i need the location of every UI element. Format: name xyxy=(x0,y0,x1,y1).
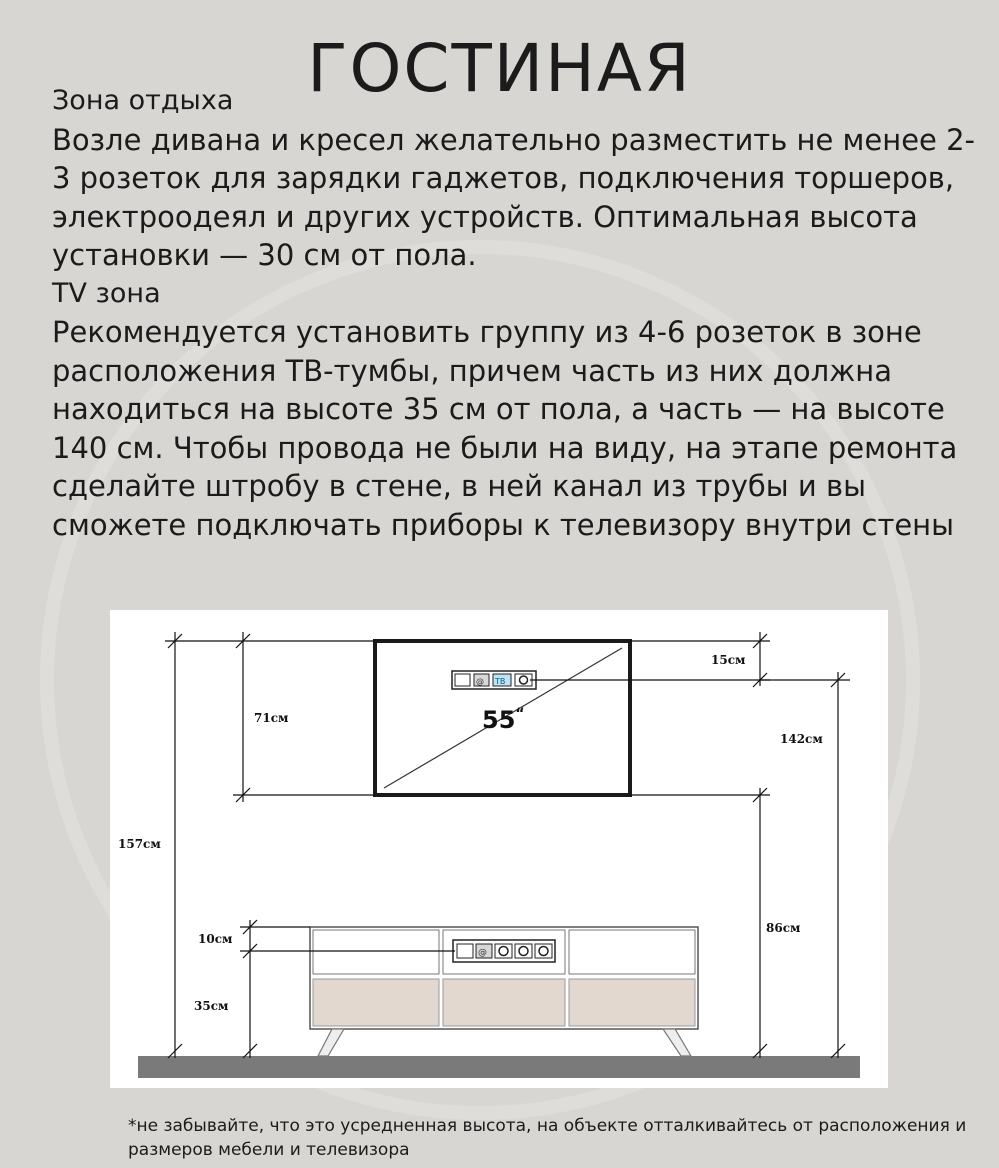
tv-wall-diagram xyxy=(110,610,888,1088)
dim-label-cabinet-socket-gap: 10см xyxy=(198,932,233,946)
page-title: ГОСТИНАЯ xyxy=(307,30,692,107)
dim-label-tv-bottom-height: 86см xyxy=(766,921,801,935)
tv xyxy=(375,641,630,795)
floor xyxy=(138,1056,860,1078)
section-heading-rest-zone: Зона отдыха xyxy=(52,85,234,116)
svg-text:@: @ xyxy=(478,948,487,958)
svg-text:@: @ xyxy=(476,677,484,686)
tv-socket-block xyxy=(452,671,536,689)
diagram-svg xyxy=(110,610,888,1088)
text-content xyxy=(52,82,987,544)
dim-label-tv-socket-height: 142см xyxy=(780,732,823,746)
footnote: *не забывайте, что это усредненная высота, на объекте отталкивайтесь от расположения и размеров мебели и телевизора xyxy=(128,1116,967,1160)
tv-cabinet xyxy=(310,927,698,1056)
section-text-rest-zone: Возле дивана и кресел желательно разместить не менее 2-3 розеток для зарядки гаджетов, подключения торшеров, электроодеял и других устройств. Оптимальная высота установки — 30 см от пола. xyxy=(52,122,976,272)
dim-label-tv-height: 71см xyxy=(254,711,289,725)
cabinet-socket-block xyxy=(453,940,555,962)
section-text-tv-zone: Рекомендуется установить группу из 4-6 розеток в зоне расположения ТВ-тумбы, причем часть из них должна находиться на высоте 35 см от пола, а часть — на высоте 140 см. Чтобы провода не были на виду, на этапе ремонта сделайте штробу в стене, в ней канал из трубы и вы сможете подключать приборы к телевизору внутри стены xyxy=(52,315,958,542)
tv-socket-badge: ТВ xyxy=(495,677,506,686)
dim-label-tv-top-gap: 15см xyxy=(711,653,746,667)
dim-label-cabinet-socket-height: 35см xyxy=(194,999,229,1013)
dim-label-total-height: 157см xyxy=(118,837,161,851)
section-heading-tv-zone: TV зона xyxy=(52,277,161,309)
tv-size-label: 55“ xyxy=(482,706,525,734)
